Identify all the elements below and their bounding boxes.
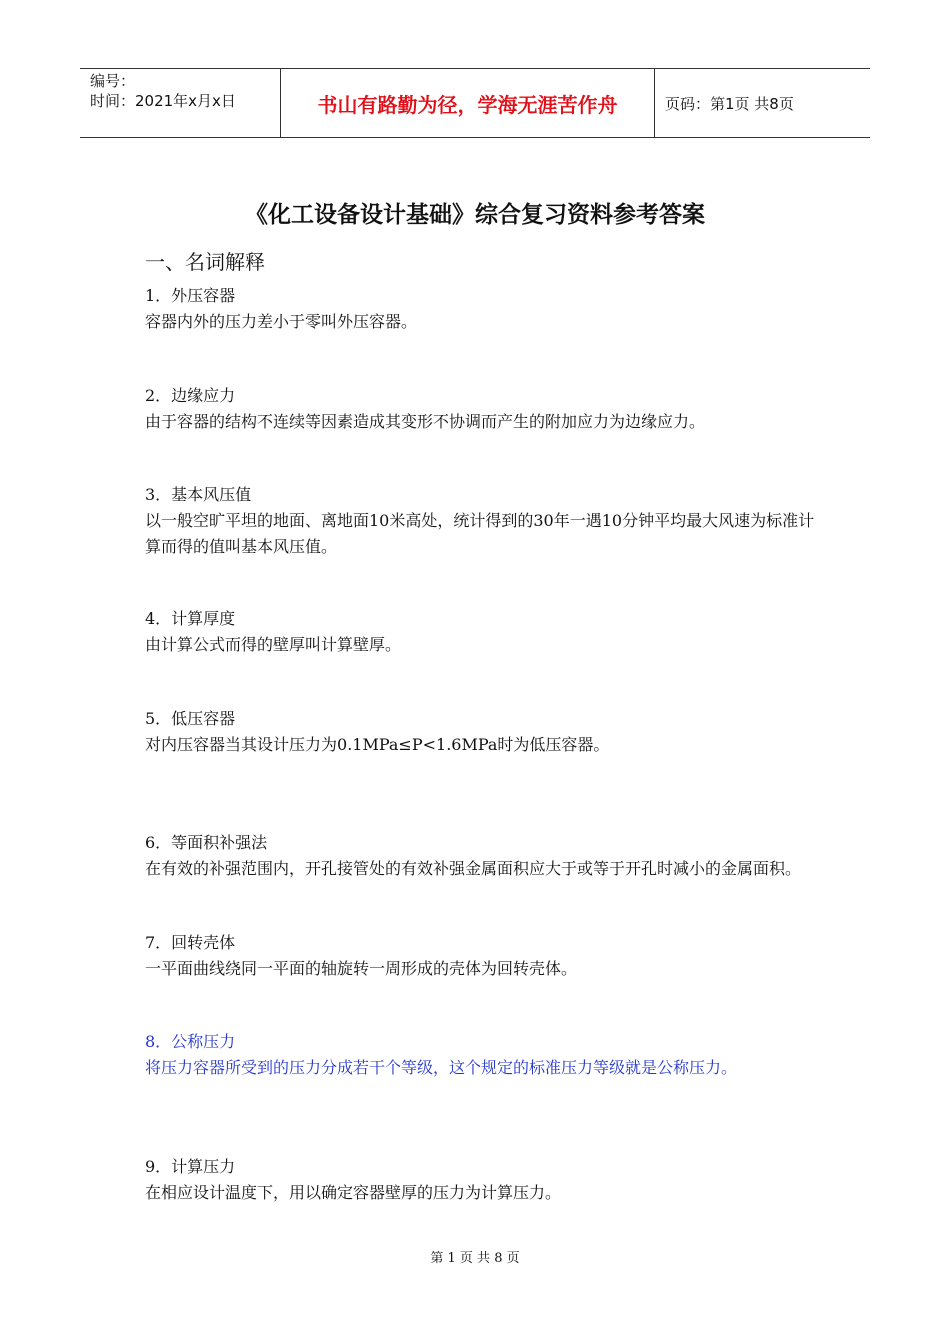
term-definition: 在相应设计温度下，用以确定容器壁厚的压力为计算压力。 <box>145 1183 562 1202</box>
definition-text: 时为低压容器。 <box>497 735 610 754</box>
term-item-7 <box>145 930 815 982</box>
header-left-cell <box>80 69 281 137</box>
term-definition: 以一般空旷平坦的地面、离地面10米高处，统计得到的30年一遇10分钟平均最大风速为标准计算而得的值叫基本风压值。 <box>145 511 815 556</box>
term-title: 3．基本风压值 <box>145 485 252 504</box>
number-label: 编号： <box>90 72 136 90</box>
term-definition: 由计算公式而得的壁厚叫计算壁厚。 <box>145 635 402 654</box>
term-item-3 <box>145 482 815 560</box>
pressure-range-formula: 0.1MPa≤P<1.6MPa <box>337 735 498 754</box>
term-item-5 <box>145 706 815 758</box>
time-label: 时间：2021年x月x日 <box>90 92 236 110</box>
term-title: 7．回转壳体 <box>145 933 236 952</box>
term-definition: 一平面曲线绕同一平面的轴旋转一周形成的壳体为回转壳体。 <box>145 959 578 978</box>
term-item-1 <box>145 283 815 335</box>
term-title: 8．公称压力 <box>145 1032 236 1051</box>
term-title: 6．等面积补强法 <box>145 833 268 852</box>
term-title: 9．计算压力 <box>145 1157 236 1176</box>
document-title: 《化工设备设计基础》综合复习资料参考答案 <box>245 202 705 228</box>
term-title: 4．计算厚度 <box>145 609 236 628</box>
term-item-9 <box>145 1154 815 1206</box>
page-footer: 第 1 页 共 8 页 <box>430 1251 520 1266</box>
term-item-2 <box>145 383 815 435</box>
term-item-8 <box>145 1029 815 1081</box>
term-item-6 <box>145 830 815 882</box>
term-item-4 <box>145 606 815 658</box>
term-definition: 将压力容器所受到的压力分成若干个等级，这个规定的标准压力等级就是公称压力。 <box>145 1058 738 1077</box>
term-definition: 由于容器的结构不连续等因素造成其变形不协调而产生的附加应力为边缘应力。 <box>145 412 706 431</box>
motto: 书山有路勤为径，学海无涯苦作舟 <box>281 69 655 137</box>
term-definition: 容器内外的压力差小于零叫外压容器。 <box>145 312 418 331</box>
term-definition <box>145 732 815 758</box>
term-title: 1．外压容器 <box>145 286 236 305</box>
term-title: 5．低压容器 <box>145 709 236 728</box>
term-definition: 在有效的补强范围内，开孔接管处的有效补强金属面积应大于或等于开孔时减小的金属面积。 <box>145 859 802 878</box>
header-table <box>80 68 870 138</box>
definition-text: 对内压容器当其设计压力为 <box>145 735 338 754</box>
term-title: 2．边缘应力 <box>145 386 236 405</box>
section-title: 一、名词解释 <box>145 250 265 274</box>
page-info: 页码：第1页 共8页 <box>665 94 794 113</box>
